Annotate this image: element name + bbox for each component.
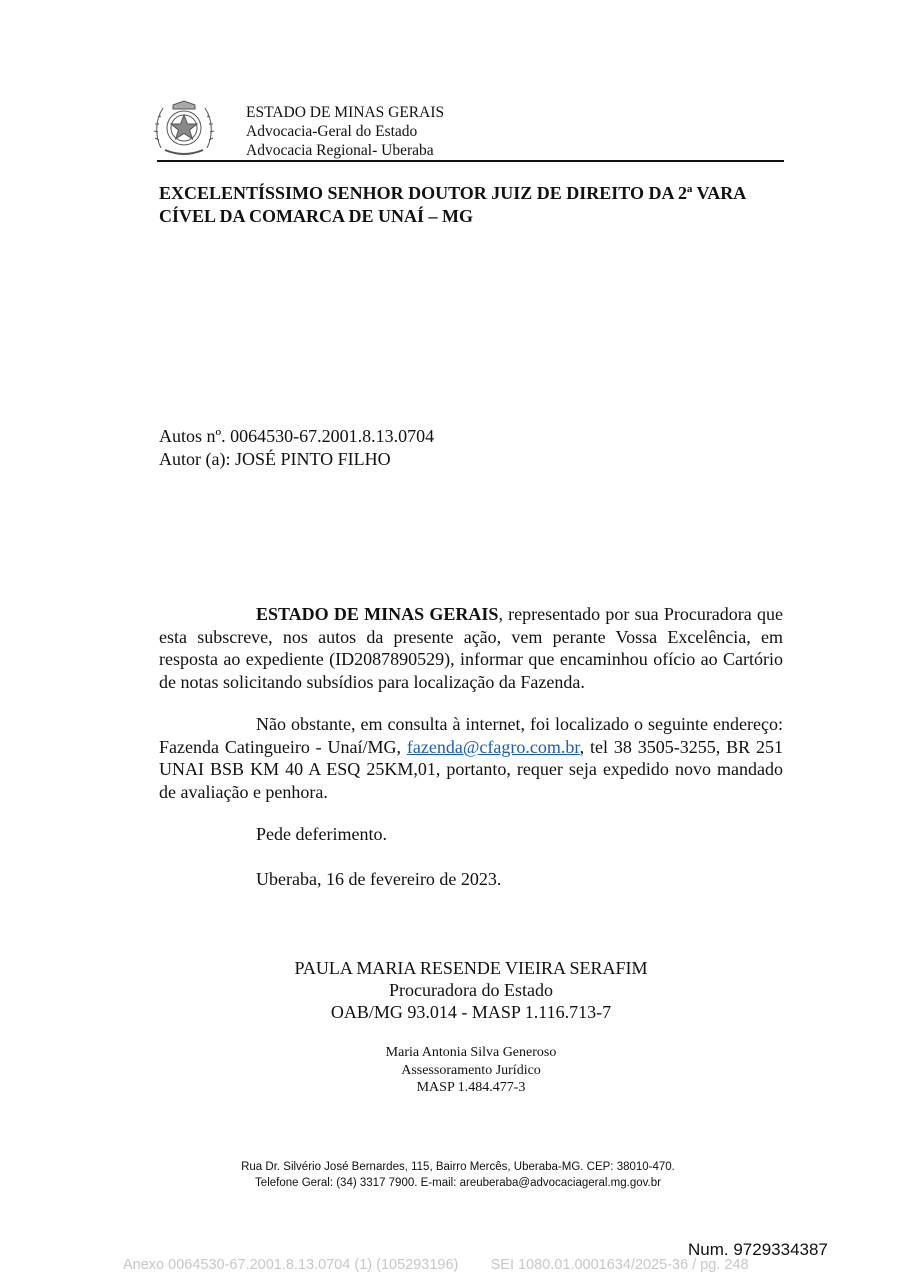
assistant-block: [159, 1044, 783, 1097]
case-number: Autos nº. 0064530-67.2001.8.13.0704: [159, 426, 435, 446]
footer-address: Rua Dr. Silvério José Bernardes, 115, Bairro Mercês, Uberaba-MG. CEP: 38010-470.: [241, 1161, 675, 1173]
paragraph-1-text: , representado por sua Procuradora que esta subscreve, nos autos da presente ação, vem perante Vossa Excelência, em resposta ao expediente (ID2087890529), informar que encaminhou ofício ao Cartório de notas solicitando subsídios para localização da Fazenda.: [159, 604, 784, 692]
paragraph-2-after: , tel 38 3505-3255, BR 251 UNAI BSB KM 40 A ESQ 25KM,01, portanto, requer seja expedido novo mandado de avaliação e penhora.: [159, 736, 784, 802]
header-divider: [157, 160, 784, 162]
signatory-ids: OAB/MG 93.014 - MASP 1.116.713-7: [330, 1002, 612, 1022]
paragraph-1: [159, 603, 783, 693]
signatory-name: PAULA MARIA RESENDE VIEIRA SERAFIM: [294, 958, 648, 978]
paragraph-1-lead: ESTADO DE MINAS GERAIS: [256, 604, 499, 624]
case-author: Autor (a): JOSÉ PINTO FILHO: [159, 449, 391, 469]
assistant-name: Maria Antonia Silva Generoso: [385, 1045, 557, 1060]
stamp-annex: Anexo 0064530-67.2001.8.13.0704 (1) (105293196): [123, 1257, 459, 1273]
stamp-sei: SEI 1080.01.0001634/2025-36 / pg. 248: [490, 1257, 749, 1273]
place-date: Uberaba, 16 de fevereiro de 2023.: [256, 869, 502, 889]
email-link[interactable]: fazenda@cfagro.com.br: [406, 736, 580, 757]
case-info: [159, 425, 434, 471]
assistant-masp: MASP 1.484.477-3: [416, 1080, 526, 1095]
page-footer: [159, 1159, 757, 1191]
signatory-role: Procuradora do Estado: [389, 980, 553, 1000]
signatory-block: [159, 957, 783, 1023]
letterhead-agency: Advocacia-Geral do Estado: [246, 123, 418, 140]
footer-contact: Telefone Geral: (34) 3317 7900. E-mail: areuberaba@advocaciageral.mg.gov.br: [255, 1177, 661, 1189]
closing-request: Pede deferimento.: [256, 824, 387, 844]
letterhead-state: ESTADO DE MINAS GERAIS: [246, 104, 445, 121]
assistant-role: Assessoramento Jurídico: [401, 1062, 541, 1078]
paragraph-2-before: Não obstante, em consulta à internet, foi localizado o seguinte endereço: Fazenda Catingueiro - Unaí/MG,: [159, 714, 783, 757]
letterhead-office: Advocacia Regional- Uberaba: [246, 142, 434, 159]
paragraph-2: [159, 713, 783, 803]
document-number: Num. 9729334387: [688, 1240, 828, 1259]
sei-stamp: [123, 1257, 749, 1273]
letterhead: [246, 103, 444, 160]
coat-of-arms-icon: [153, 100, 215, 156]
addressee: EXCELENTÍSSIMO SENHOR DOUTOR JUIZ DE DIREITO DA 2ª VARA CÍVEL DA COMARCA DE UNAÍ – MG: [159, 183, 746, 226]
